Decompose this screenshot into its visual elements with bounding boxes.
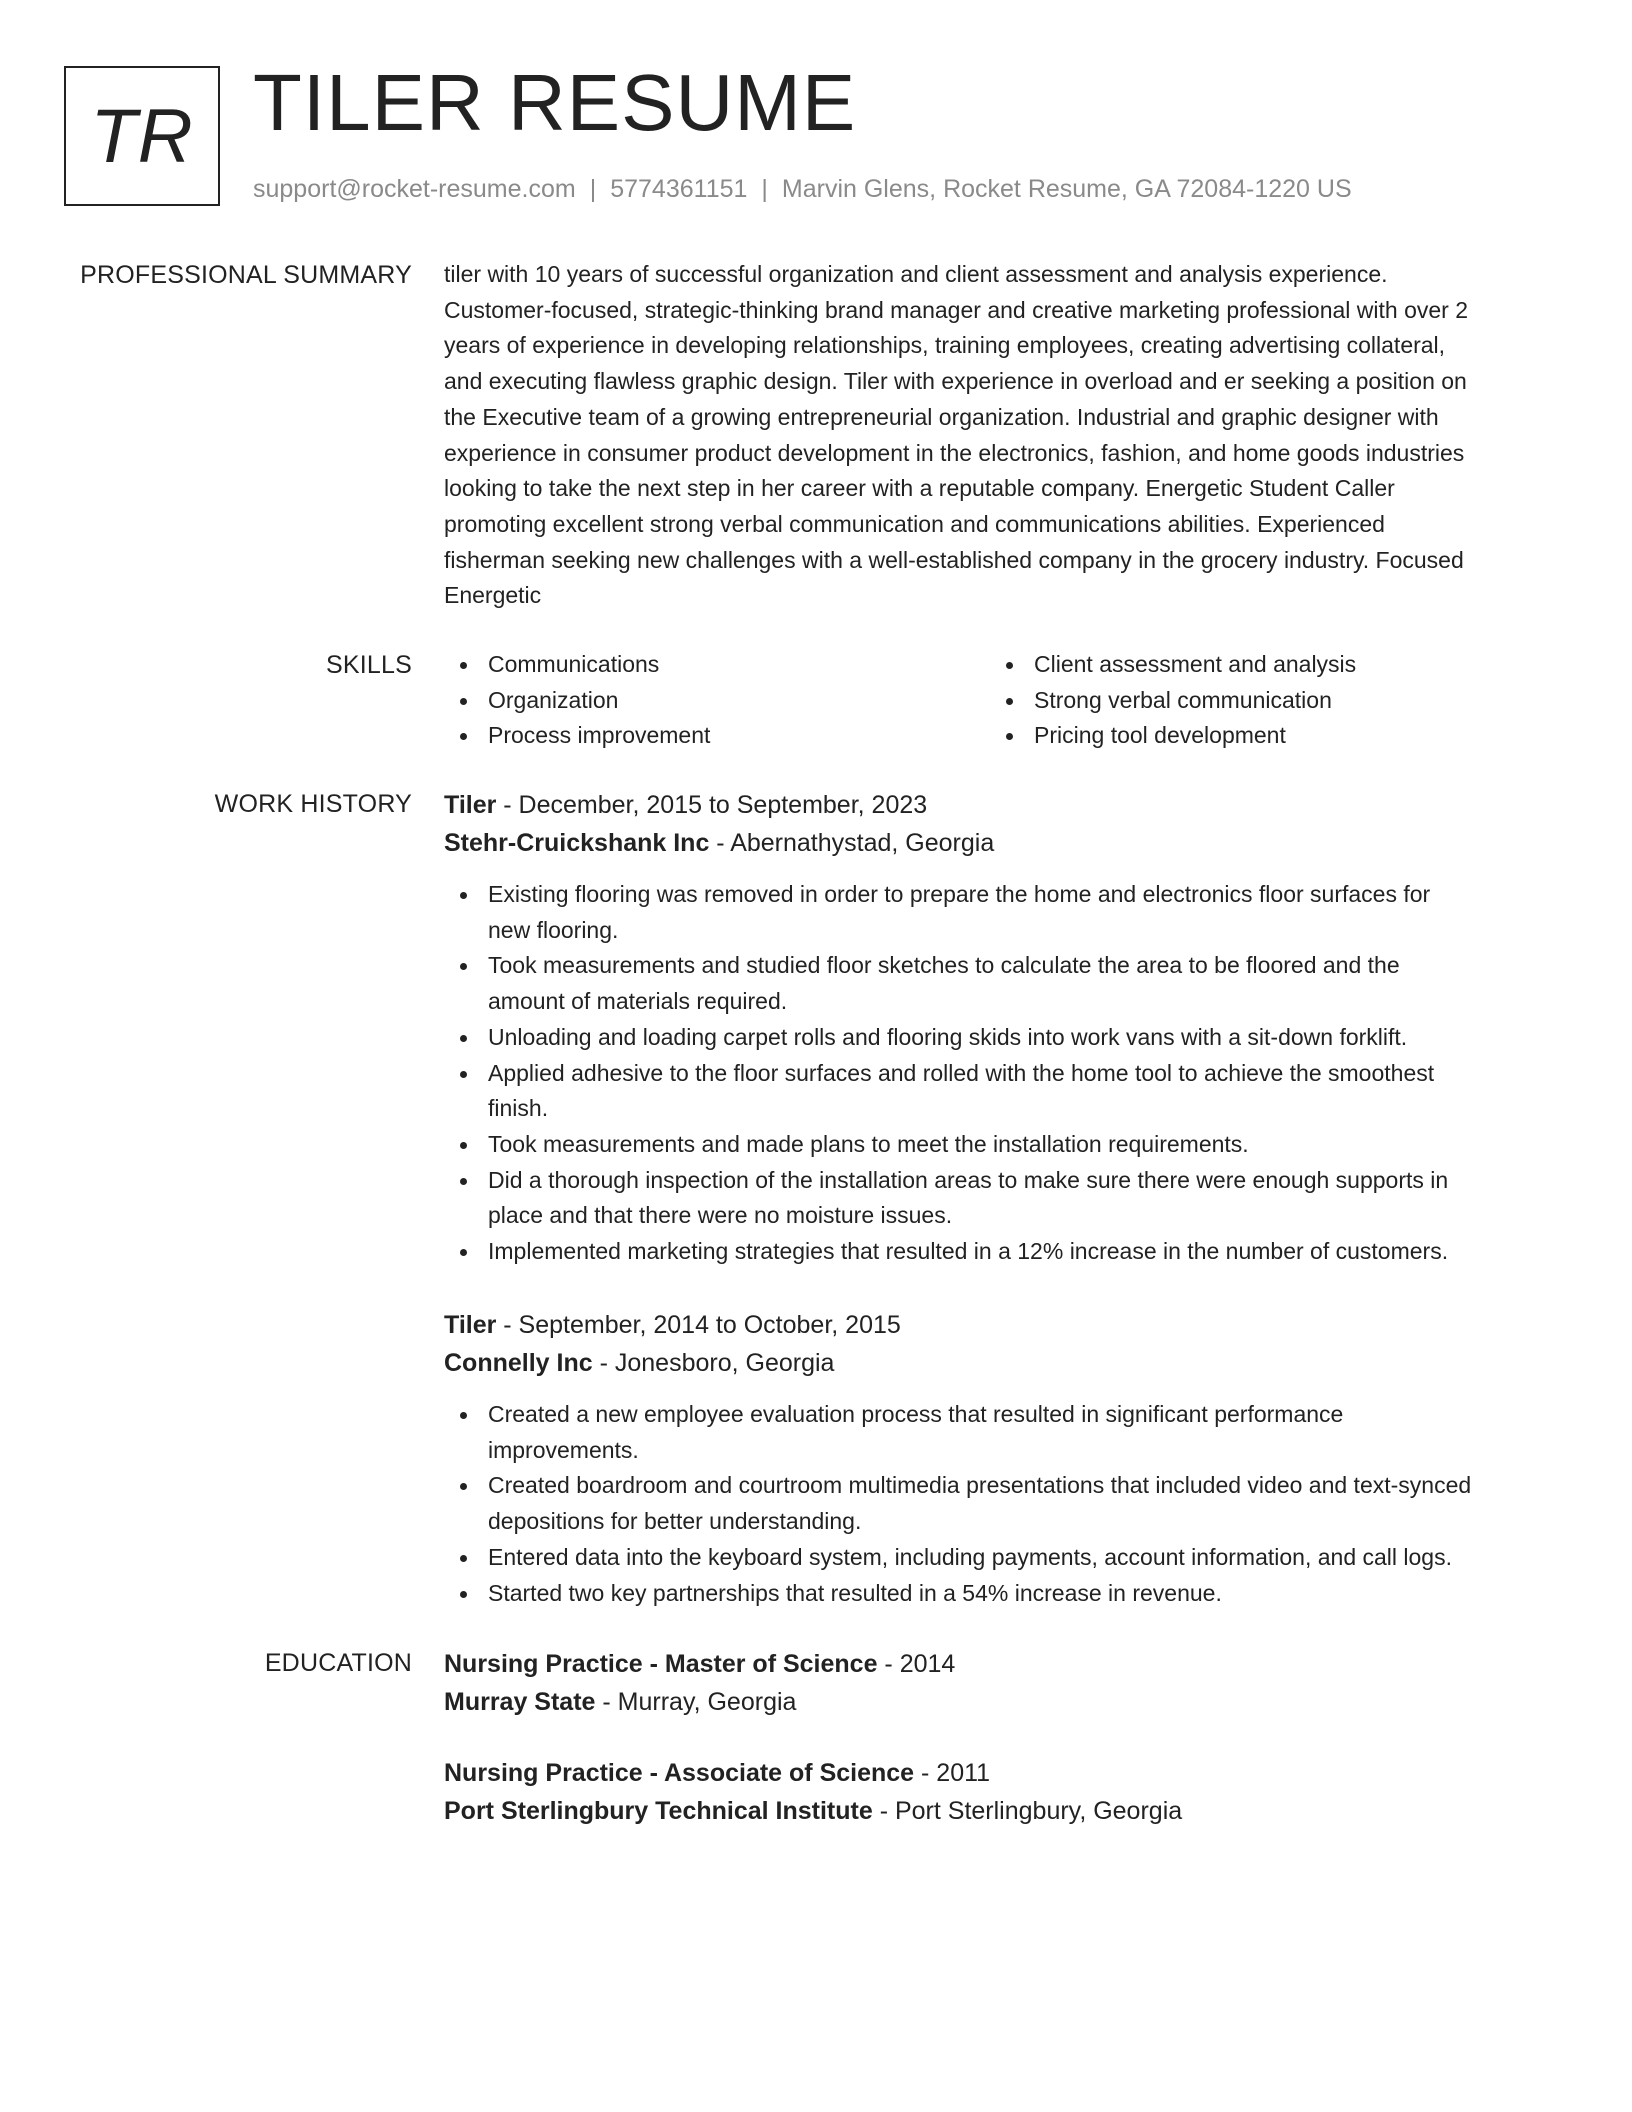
job-company: Connelly Inc <box>444 1349 593 1377</box>
job-title-line <box>444 786 1552 824</box>
job-location: - Jonesboro, Georgia <box>592 1349 835 1377</box>
bullet-line: Did a thorough inspection of the installation areas to make sure there were enough supports in <box>488 1166 1449 1193</box>
summary-line: tiler with 10 years of successful organization and client assessment and analysis experience. <box>444 261 1388 287</box>
bullet-line: Took measurements and made plans to meet the installation requirements. <box>488 1130 1249 1157</box>
edu-school: Murray State <box>444 1688 596 1716</box>
bullet-line: Applied adhesive to the floor surfaces and rolled with the home tool to achieve the smoothest <box>488 1059 1435 1086</box>
skill-item: Client assessment and analysis <box>990 647 1536 683</box>
bullet-line: Started two key partnerships that resulted in a 54% increase in revenue. <box>488 1579 1222 1606</box>
bullet-line: place and that there were no moisture issues. <box>488 1202 953 1229</box>
section-label-summary: PROFESSIONAL SUMMARY <box>80 261 412 289</box>
bullet-line: Created boardroom and courtroom multimedia presentations that included video and text-synced <box>488 1472 1472 1499</box>
job-bullet <box>444 1234 1552 1270</box>
summary-line: and executing flawless graphic design. Tiler with experience in overload and er seeking a position on <box>444 368 1467 395</box>
job-company: Stehr-Cruickshank Inc <box>444 829 710 857</box>
section-label-work: WORK HISTORY <box>214 790 412 818</box>
job-bullet <box>444 1020 1552 1056</box>
job-bullet-list <box>444 1397 1552 1611</box>
job-bullet <box>444 1468 1552 1539</box>
skill-item: Process improvement <box>444 718 990 754</box>
job-bullet <box>444 948 1552 1019</box>
summary-line: experience in consumer product development in the electronics, fashion, and home goods industries <box>444 439 1465 466</box>
job-bullet <box>444 1127 1552 1163</box>
bullet-line: Entered data into the keyboard system, including payments, account information, and call logs. <box>488 1543 1452 1570</box>
edu-degree-line <box>444 1754 1552 1792</box>
summary-line: Customer-focused, strategic-thinking brand manager and creative marketing professional with over 2 <box>444 296 1469 323</box>
contact-separator: | <box>589 175 597 203</box>
job-title: Tiler <box>444 791 497 819</box>
section-label-education: EDUCATION <box>264 1649 412 1677</box>
job-entry <box>444 786 1552 1270</box>
edu-degree-line <box>444 1645 1552 1683</box>
edu-year: - 2011 <box>914 1759 991 1787</box>
edu-year: - 2014 <box>877 1650 956 1678</box>
summary-text <box>444 257 1552 614</box>
contact-line <box>253 173 1352 205</box>
job-bullet <box>444 1397 1552 1468</box>
edu-school-line <box>444 1792 1552 1830</box>
summary-line: years of experience in developing relationships, training employees, creating advertising collateral, <box>444 332 1446 359</box>
summary-line: looking to take the next step in her career with a reputable company. Energetic Student Caller <box>444 475 1395 502</box>
job-title: Tiler <box>444 1311 497 1339</box>
bullet-line: amount of materials required. <box>488 988 788 1015</box>
contact-email[interactable]: support@rocket-resume.com <box>253 175 576 203</box>
resume-name: TILER RESUME <box>253 58 857 147</box>
job-entry <box>444 1306 1552 1611</box>
job-title-line <box>444 1306 1552 1344</box>
job-bullet <box>444 877 1552 948</box>
job-bullet <box>444 1576 1552 1612</box>
skills-list-left <box>444 647 990 754</box>
education-entry <box>444 1754 1552 1830</box>
summary-line: fisherman seeking new challenges with a well-established company in the grocery industry. Focused <box>444 546 1464 573</box>
edu-degree: Nursing Practice - Associate of Science <box>444 1759 915 1787</box>
monogram-box <box>64 66 220 206</box>
skill-item: Pricing tool development <box>990 718 1536 754</box>
summary-line: promoting excellent strong verbal communication and communications abilities. Experienced <box>444 510 1385 537</box>
contact-address: Marvin Glens, Rocket Resume, GA 72084-1220 US <box>781 175 1352 203</box>
job-company-line <box>444 824 1552 862</box>
job-dates: - December, 2015 to September, 2023 <box>496 791 928 819</box>
skills-grid <box>444 647 1552 754</box>
bullet-line: depositions for better understanding. <box>488 1508 862 1535</box>
job-bullet <box>444 1163 1552 1234</box>
monogram-initials: TR <box>90 93 194 179</box>
job-bullet-list <box>444 877 1552 1270</box>
bullet-line: Took measurements and studied floor sketches to calculate the area to be floored and the <box>488 952 1400 979</box>
bullet-line: Existing flooring was removed in order to prepare the home and electronics floor surfaces for <box>488 881 1431 907</box>
skill-item: Strong verbal communication <box>990 683 1536 719</box>
bullet-line: Implemented marketing strategies that resulted in a 12% increase in the number of customers. <box>488 1238 1449 1265</box>
bullet-line: finish. <box>488 1095 549 1122</box>
bullet-line: Unloading and loading carpet rolls and flooring skids into work vans with a sit-down forklift. <box>488 1023 1408 1050</box>
job-location: - Abernathystad, Georgia <box>709 829 995 857</box>
skills-list-right <box>990 647 1536 754</box>
skill-item: Organization <box>444 683 990 719</box>
job-dates: - September, 2014 to October, 2015 <box>496 1311 901 1339</box>
summary-line: the Executive team of a growing entrepreneurial organization. Industrial and graphic designer with <box>444 403 1439 430</box>
job-company-line <box>444 1344 1552 1382</box>
contact-phone[interactable]: 5774361151 <box>610 175 748 203</box>
contact-separator: | <box>761 175 768 203</box>
edu-school-line <box>444 1683 1552 1721</box>
edu-school: Port Sterlingbury Technical Institute <box>444 1797 873 1825</box>
summary-line: Energetic <box>444 582 542 609</box>
edu-location: - Murray, Georgia <box>595 1688 797 1716</box>
bullet-line: Created a new employee evaluation process that resulted in significant performance <box>488 1401 1344 1427</box>
bullet-line: new flooring. <box>488 916 619 943</box>
edu-location: - Port Sterlingbury, Georgia <box>872 1797 1183 1825</box>
edu-degree: Nursing Practice - Master of Science <box>444 1650 878 1678</box>
skill-item: Communications <box>444 647 990 683</box>
job-bullet <box>444 1056 1552 1127</box>
job-bullet <box>444 1540 1552 1576</box>
education-entry <box>444 1645 1552 1721</box>
section-label-skills: SKILLS <box>326 651 412 679</box>
bullet-line: improvements. <box>488 1436 639 1463</box>
